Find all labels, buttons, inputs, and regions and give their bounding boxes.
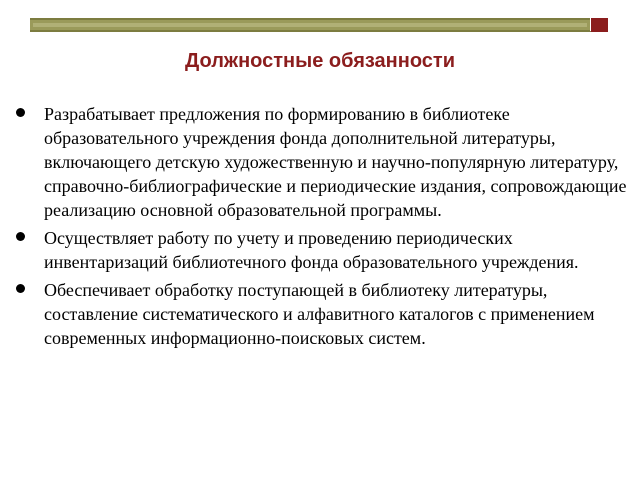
- bullet-dot-icon: [16, 108, 25, 117]
- bullet-text: Разрабатывает предложения по формированию в библиотеке образовательного учреждения фонда дополнительной литературы, включающего детскую художественную и научно-популярную литературу, справочно-библиографические и периодические издания, сопровождающие реализацию основной образовательной программы.: [44, 104, 627, 220]
- slide-title: Должностные обязанности: [185, 50, 455, 72]
- bullet-list: [14, 102, 640, 354]
- corner-accent-square: [591, 18, 608, 32]
- top-divider-line: [30, 31, 608, 32]
- bullet-dot-icon: [16, 232, 25, 241]
- top-decorative-band: [30, 18, 590, 32]
- bullet-item: [14, 102, 640, 222]
- bullet-item: [14, 278, 640, 350]
- bullet-dot-icon: [16, 284, 25, 293]
- bullet-text: Осуществляет работу по учету и проведению периодических инвентаризаций библиотечного фонда образовательного учреждения.: [44, 228, 579, 272]
- bullet-text: Обеспечивает обработку поступающей в библиотеку литературы, составление систематического и алфавитного каталогов с применением современных информационно-поисковых систем.: [44, 280, 595, 348]
- bullet-item: [14, 226, 640, 274]
- top-band-inner: [33, 23, 587, 27]
